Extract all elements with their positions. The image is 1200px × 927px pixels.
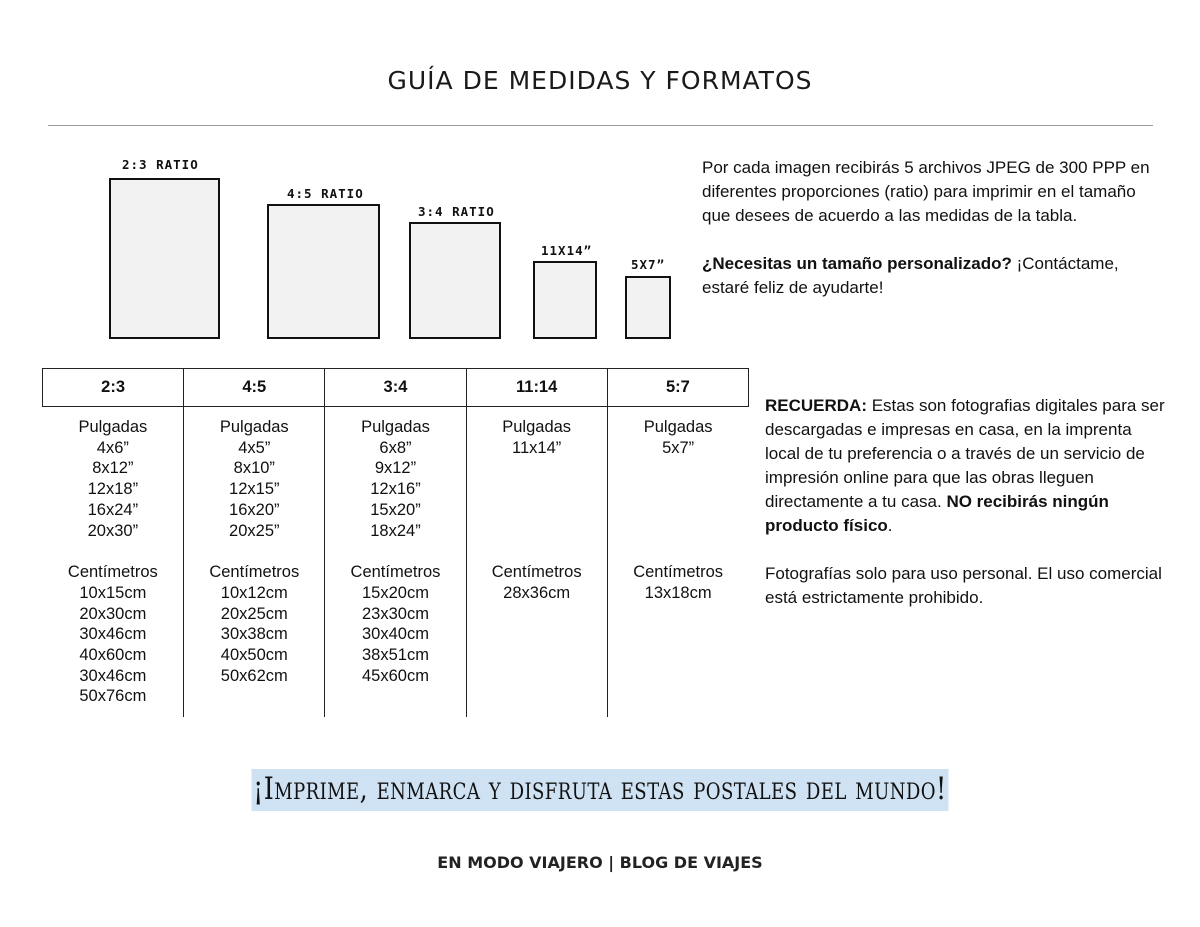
size-cm: 50x62cm [220, 666, 288, 685]
frame-5x7 [625, 276, 671, 339]
inches-label: Pulgadas [361, 418, 430, 436]
reminder-end: . [887, 516, 893, 535]
size-cm: 30x38cm [220, 625, 288, 644]
reminder-label: RECUERDA: [765, 396, 867, 415]
column-2-3-cell [43, 407, 184, 718]
column-header-3-4: 3:4 [325, 369, 466, 407]
size-inches: 20x30” [87, 521, 139, 540]
footer-brand: EN MODO VIAJERO | BLOG DE VIAJES [437, 853, 763, 872]
intro-paragraph: Por cada imagen recibirás 5 archivos JPEG de 300 PPP en diferentes proporciones (ratio) para imprimir en el tamaño que desees de acuerdo a las medidas de la tabla. [702, 158, 1150, 225]
custom-size-paragraph [702, 252, 1162, 300]
size-cm: 15x20cm [361, 583, 429, 602]
column-header-5-7: 5:7 [607, 369, 748, 407]
size-cm: 20x30cm [79, 604, 147, 623]
size-inches: 11x14” [512, 438, 562, 457]
column-header-2-3: 2:3 [43, 369, 184, 407]
intro-text [702, 156, 1162, 300]
reminder-body: Estas son fotografias digitales para ser descargadas e impresas en casa, en la imprenta local de tu preferencia o a través de un servicio de impresión online para que las obras lleguen directamente a tu casa. [765, 396, 1165, 511]
column-11-14-cell [466, 407, 607, 718]
size-cm: 10x15cm [79, 583, 147, 602]
reminder-paragraph [765, 394, 1165, 538]
size-cm: 10x12cm [220, 583, 288, 602]
size-cm: 13x18cm [644, 584, 712, 603]
size-inches: 8x12” [92, 459, 134, 478]
sizes-table [42, 368, 749, 717]
size-cm: 20x25cm [220, 604, 288, 623]
size-inches: 9x12” [374, 459, 417, 478]
frame-3-4 [409, 222, 501, 339]
custom-size-contact: ¡Contáctame, estaré feliz de ayudarte! [702, 254, 1119, 297]
no-physical-product-warning: NO recibirás ningún producto físico [765, 492, 1109, 535]
cm-label: Centímetros [67, 563, 158, 582]
frame-label-3-4: 3:4 RATIO [418, 204, 495, 219]
size-cm: 40x50cm [220, 646, 288, 665]
size-inches: 12x18” [87, 480, 139, 499]
size-inches: 8x10” [233, 459, 275, 478]
frame-4-5 [267, 204, 380, 339]
inches-label: Pulgadas [78, 418, 148, 436]
call-to-action-banner: ¡Imprime, enmarca y disfruta estas postales del mundo! [252, 769, 949, 811]
personal-use-notice: Fotografías solo para uso personal. El uso comercial está estrictamente prohibido. [765, 564, 1162, 607]
column-header-4-5: 4:5 [184, 369, 325, 407]
column-header-11-14: 11:14 [466, 369, 607, 407]
size-inches: 4x5” [238, 438, 271, 457]
inches-label: Pulgadas [643, 418, 713, 436]
cm-label: Centímetros [209, 563, 300, 582]
column-5-7-cell [607, 407, 748, 718]
frame-2-3 [109, 178, 220, 339]
banner-wrapper [0, 769, 1200, 811]
table-header-row [43, 369, 749, 407]
size-inches: 16x24” [87, 500, 139, 519]
table-body-row [43, 407, 749, 718]
size-cm: 30x46cm [79, 625, 147, 644]
cm-label: Centímetros [633, 563, 724, 582]
size-inches: 12x16” [370, 480, 421, 499]
size-cm: 40x60cm [79, 646, 147, 665]
column-4-5-cell [184, 407, 325, 718]
cm-label: Centímetros [350, 563, 441, 582]
size-inches: 4x6” [96, 438, 129, 457]
size-inches: 15x20” [370, 500, 421, 519]
size-cm: 28x36cm [503, 584, 571, 603]
size-inches: 18x24” [370, 521, 421, 540]
reminder-text [765, 394, 1165, 610]
page-title: GUÍA DE MEDIDAS Y FORMATOS [387, 66, 813, 95]
size-inches: 5x7” [662, 438, 695, 457]
frame-label-2-3: 2:3 RATIO [122, 157, 199, 172]
frame-11x14 [533, 261, 597, 339]
frame-label-5x7: 5X7” [631, 257, 666, 272]
inches-label: Pulgadas [219, 418, 289, 436]
size-inches: 16x20” [229, 500, 280, 519]
size-inches: 6x8” [379, 438, 412, 457]
column-3-4-cell [325, 407, 466, 718]
size-cm: 38x51cm [361, 646, 429, 665]
frame-label-4-5: 4:5 RATIO [287, 186, 364, 201]
custom-size-question: ¿Necesitas un tamaño personalizado? [702, 254, 1012, 273]
inches-label: Pulgadas [502, 418, 572, 436]
size-cm: 30x40cm [361, 625, 429, 644]
frame-label-11x14: 11X14” [541, 243, 593, 258]
size-inches: 20x25” [229, 521, 280, 540]
cm-label: Centímetros [491, 563, 582, 582]
size-cm: 30x46cm [79, 666, 147, 685]
size-cm: 45x60cm [361, 666, 429, 685]
size-cm: 23x30cm [361, 604, 429, 623]
size-inches: 12x15” [229, 480, 280, 499]
size-cm: 50x76cm [79, 687, 147, 706]
title-divider [48, 125, 1153, 126]
